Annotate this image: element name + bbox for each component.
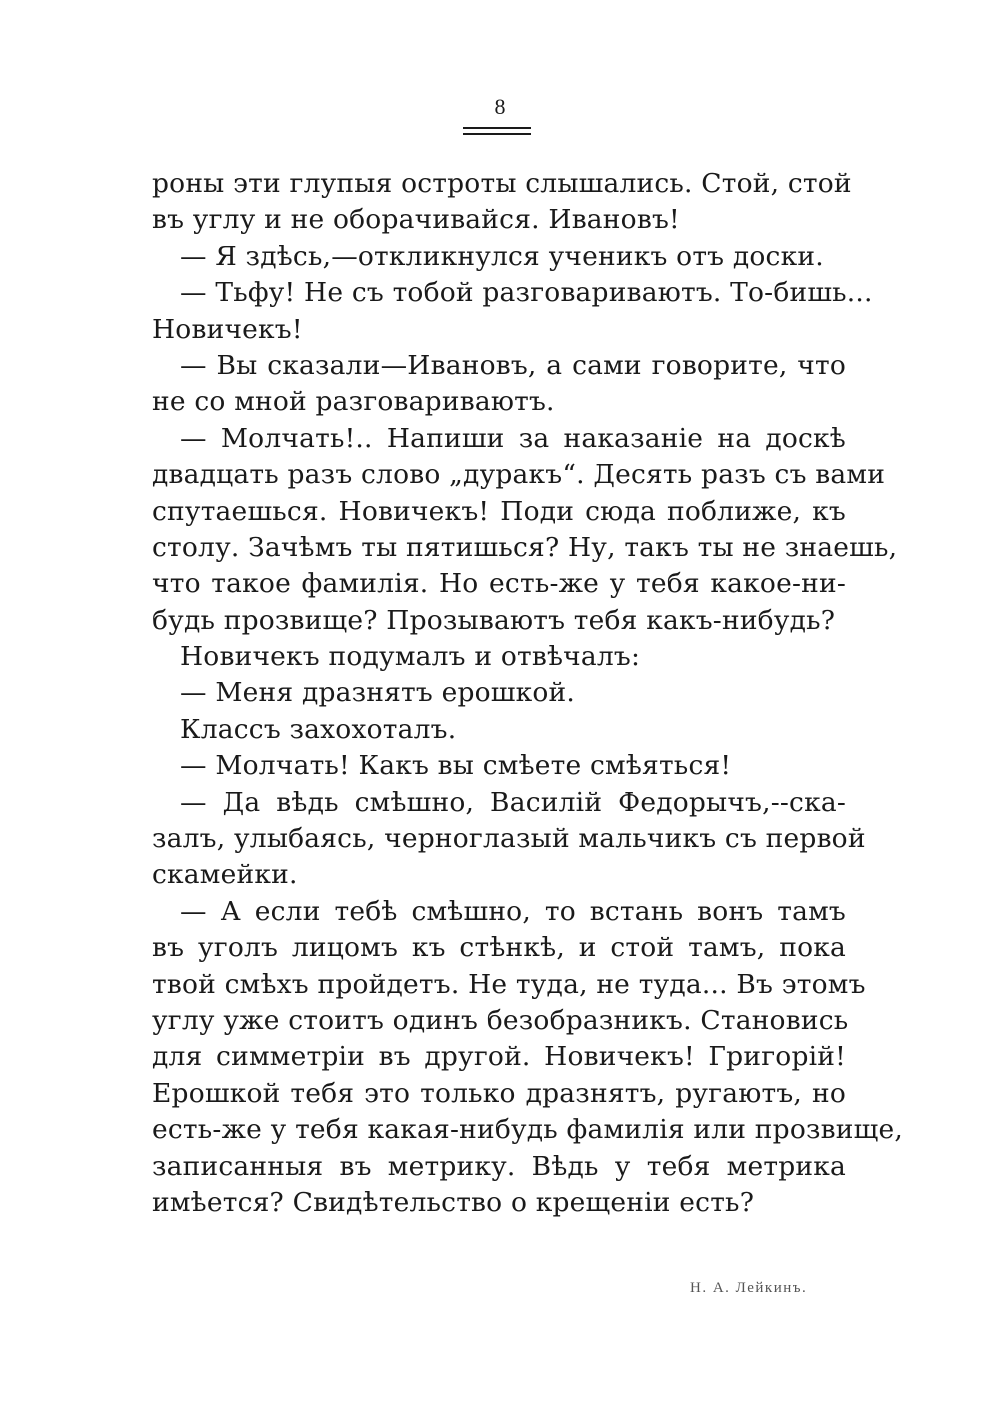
text-line: спутаешься. Новичекъ! Поди сюда поближе, къ (152, 495, 846, 527)
text-line: будь прозвище? Прозываютъ тебя какъ-нибудь? (152, 604, 836, 636)
text-line: — Молчать! Какъ вы смѣете смѣяться! (180, 750, 732, 782)
text-line: въ уголъ лицомъ къ стѣнкѣ, и стой тамъ, пока (152, 932, 846, 964)
text-line: — Тьфу! Не съ тобой разговариваютъ. То-бишь... (180, 277, 873, 309)
text-line: что такое фамилія. Но есть-же у тебя какое-ни- (152, 568, 846, 600)
text-line: имѣется? Свидѣтельство о крещеніи есть? (152, 1186, 755, 1218)
text-line: углу уже стоитъ одинъ безобразникъ. Становись (152, 1004, 849, 1036)
text-line: скамейки. (152, 859, 298, 891)
text-line: Классъ захохоталъ. (180, 713, 457, 745)
text-line: — Меня дразнятъ ерошкой. (180, 677, 576, 709)
text-line: — Я здѣсь,—откликнулся ученикъ отъ доски. (180, 240, 824, 272)
text-line: — Молчать!.. Напиши за наказаніе на доскѣ (180, 422, 846, 454)
text-line: твой смѣхъ пройдетъ. Не туда, не туда... Въ этомъ (152, 968, 866, 1000)
text-line: для симметріи въ другой. Новичекъ! Григорій! (152, 1041, 846, 1073)
text-line: — Вы сказали—Ивановъ, а сами говорите, что (180, 349, 846, 381)
text-line: роны эти глупыя остроты слышались. Стой, стой (152, 168, 852, 199)
text-line: — А если тебѣ смѣшно, то встань вонъ тамъ (180, 895, 846, 927)
printer-signature: Н. А. Лейкинъ. (690, 1280, 808, 1296)
text-line: двадцать разъ слово „дуракъ“. Десять разъ съ вами (152, 459, 886, 491)
text-line: не со мной разговариваютъ. (152, 386, 555, 418)
header-rule-bottom (463, 133, 531, 135)
header-rule-top (463, 127, 531, 129)
text-line: столу. Зачѣмъ ты пятишься? Ну, такъ ты не знаешь, (152, 531, 898, 563)
text-line: въ углу и не оборачивайся. Ивановъ! (152, 204, 680, 236)
text-line: Новичекъ! (152, 313, 303, 345)
body-text (152, 166, 903, 1221)
text-line: Ерошкой тебя это только дразнятъ, ругаютъ, но (152, 1077, 846, 1109)
text-line: записанныя въ метрику. Вѣдь у тебя метрика (152, 1150, 846, 1182)
text-line: есть-же у тебя какая-нибудь фамилія или прозвище, (152, 1114, 903, 1146)
page-number: 8 (494, 94, 506, 119)
text-line: залъ, улыбаясь, черноглазый мальчикъ съ первой (152, 823, 866, 855)
text-line: — Да вѣдь смѣшно, Василій Федорычъ,--ска- (180, 786, 846, 818)
text-line: Новичекъ подумалъ и отвѣчалъ: (180, 641, 641, 673)
